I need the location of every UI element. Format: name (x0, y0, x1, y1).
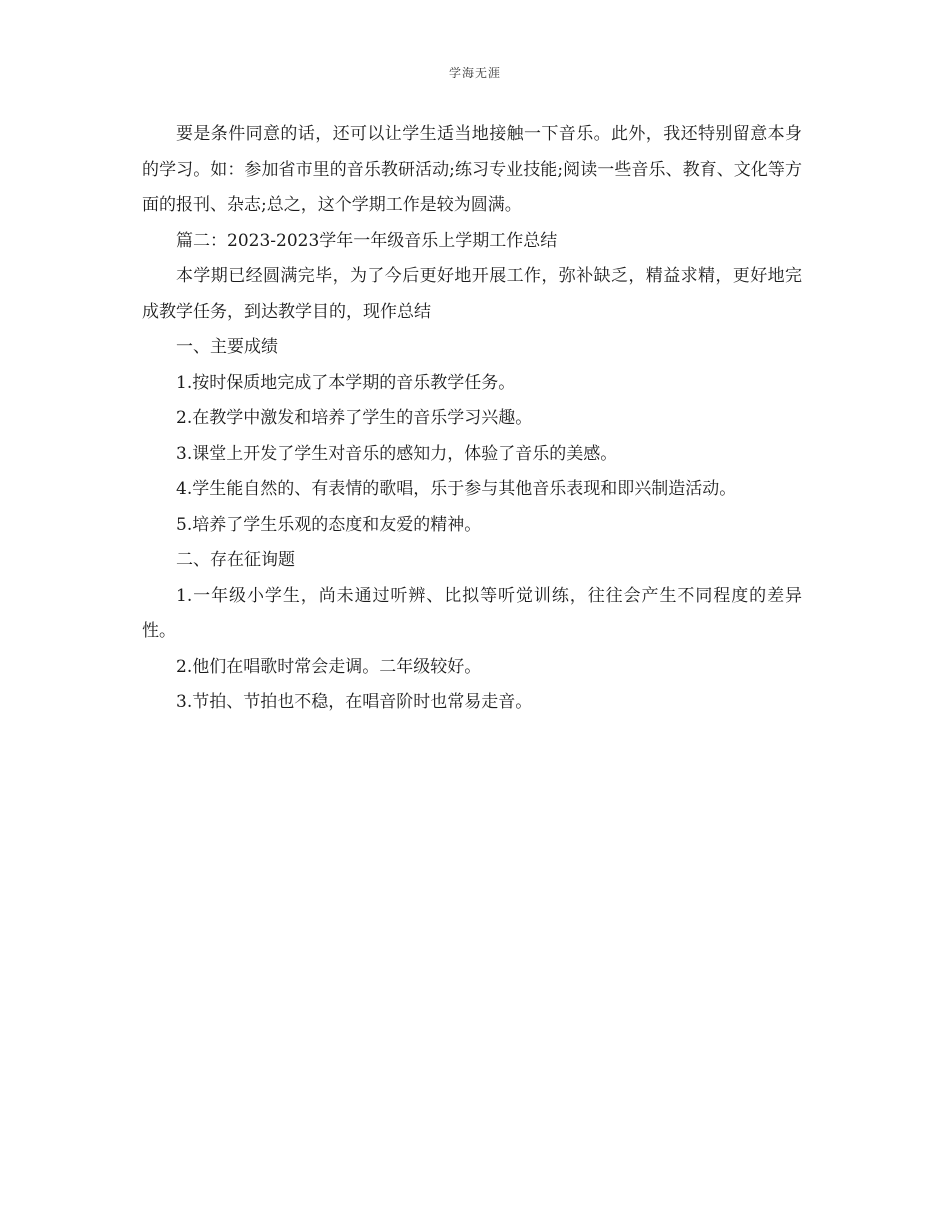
list-item-problem-2: 2.他们在唱歌时常会走调。二年级较好。 (176, 656, 482, 677)
paragraph-summary-intro: 本学期已经圆满完毕，为了今后更好地开展工作，弥补缺乏，精益求精，更好地完成教学任务，到达教学目的，现作总结 (142, 266, 802, 322)
heading-main-achievements: 一、主要成绩 (176, 337, 278, 357)
list-item-problem-3: 3.节拍、节拍也不稳，在唱音阶时也常易走音。 (176, 692, 533, 712)
page-header: 学海无涯 (448, 66, 501, 80)
list-item-achievement-3: 3.课堂上开发了学生对音乐的感知力，体验了音乐的美感。 (176, 443, 618, 464)
list-item-achievement-5: 5.培养了学生乐观的态度和友爱的精神。 (176, 514, 482, 535)
paragraph-intro: 要是条件同意的话，还可以让学生适当地接触一下音乐。此外，我还特别留意本身的学习。如：参加省市里的音乐教研活动;练习专业技能;阅读一些音乐、教育、文化等方面的报刊、杂志;总之，这个学期工作是较为圆满。 (142, 124, 802, 215)
heading-existing-problems: 二、存在征询题 (176, 550, 295, 570)
list-item-problem-1: 1.一年级小学生，尚未通过听辨、比拟等听觉训练，往往会产生不同程度的差异性。 (142, 585, 802, 641)
section-heading-part-two: 篇二：2023-2023学年一年级音乐上学期工作总结 (176, 230, 558, 251)
document-body (142, 117, 802, 721)
list-item-achievement-1: 1.按时保质地完成了本学期的音乐教学任务。 (176, 372, 516, 393)
list-item-achievement-4: 4.学生能自然的、有表情的歌唱，乐于参与其他音乐表现和即兴制造活动。 (176, 479, 737, 499)
list-item-achievement-2: 2.在教学中激发和培养了学生的音乐学习兴趣。 (176, 408, 533, 428)
